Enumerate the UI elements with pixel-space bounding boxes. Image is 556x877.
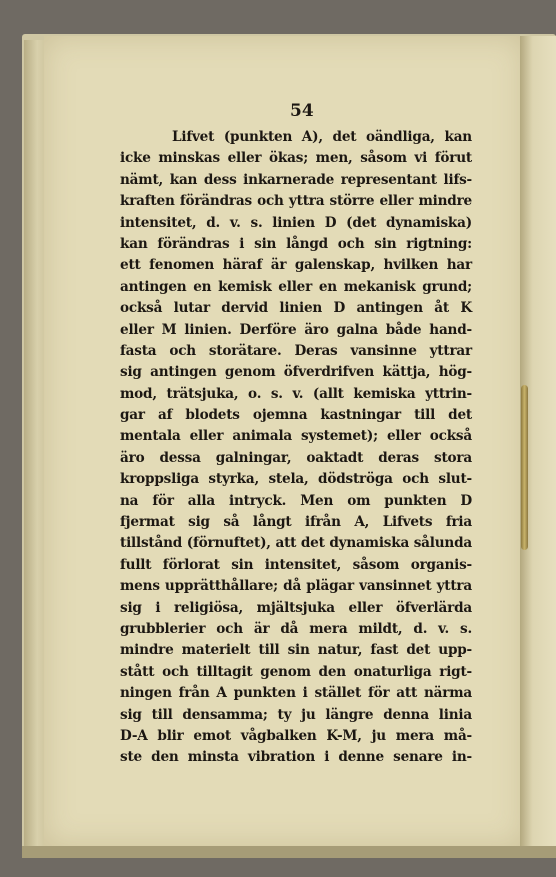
text-line: nämt, kan dess inkarnerade representant lifs-: [120, 171, 472, 188]
text-line: mentala eller animala systemet); eller också: [120, 428, 472, 445]
text-line: kroppsliga styrka, stela, dödströga och slut-: [120, 471, 472, 488]
text-line: grubblerier och är då mera mildt, d. v. s.: [120, 620, 472, 637]
text-line: intensitet, d. v. s. linien D (det dynamiska): [120, 214, 472, 231]
text-line: sig antingen genom öfverdrifven kättja, hög-: [120, 364, 472, 381]
text-line: också lutar dervid linien D antingen åt K: [120, 300, 472, 317]
text-line: sig i religiösa, mjältsjuka eller öfverlärda: [120, 599, 472, 616]
text-line: na för alla intryck. Men om punkten D: [120, 492, 472, 509]
text-line: fjermat sig så långt ifrån A, Lifvets fria: [120, 514, 472, 531]
text-line: ningen från A punkten i stället för att närma: [120, 685, 472, 702]
text-line: icke minskas eller ökas; men, såsom vi förut: [120, 150, 472, 167]
text-line: kan förändras i sin långd och sin rigtning:: [120, 235, 472, 252]
text-line: ett fenomen häraf är galenskap, hvilken har: [120, 257, 472, 274]
page-text: [120, 127, 472, 769]
text-line: stått och tilltagit genom den onaturliga rigt-: [120, 663, 472, 680]
book-bottom-edge: [22, 846, 556, 858]
text-line: kraften förändras och yttra större eller mindre: [120, 193, 472, 210]
page-number: 54: [290, 101, 314, 121]
text-line: fasta och storätare. Deras vansinne yttrar: [120, 342, 472, 359]
page-stack-edge: [24, 40, 46, 852]
text-line: tillstånd (förnuftet), att det dynamiska sålunda: [120, 535, 472, 552]
text-line: Lifvet (punkten A), det oändliga, kan: [172, 129, 472, 145]
text-line: eller M linien. Derföre äro galna både hand-: [120, 321, 472, 338]
text-line: äro dessa galningar, oaktadt deras stora: [120, 449, 472, 466]
text-line: mod, trätsjuka, o. s. v. (allt kemiska yttrin-: [120, 385, 472, 402]
text-line: ste den minsta vibration i denne senare in-: [120, 749, 472, 766]
text-line: mens upprätthållare; då plägar vansinnet yttra: [120, 578, 472, 595]
text-line: sig till densamma; ty ju längre denna linia: [120, 706, 472, 723]
text-line: D-A blir emot vågbalken K-M, ju mera må-: [120, 727, 472, 744]
text-line: antingen en kemisk eller en mekanisk grund;: [120, 278, 472, 295]
text-line: gar af blodets ojemna kastningar till det: [120, 407, 472, 424]
text-line: fullt förlorat sin intensitet, såsom organis-: [120, 556, 472, 573]
binding-thread: [521, 385, 528, 550]
text-line: mindre materielt till sin natur, fast det upp-: [120, 642, 472, 659]
